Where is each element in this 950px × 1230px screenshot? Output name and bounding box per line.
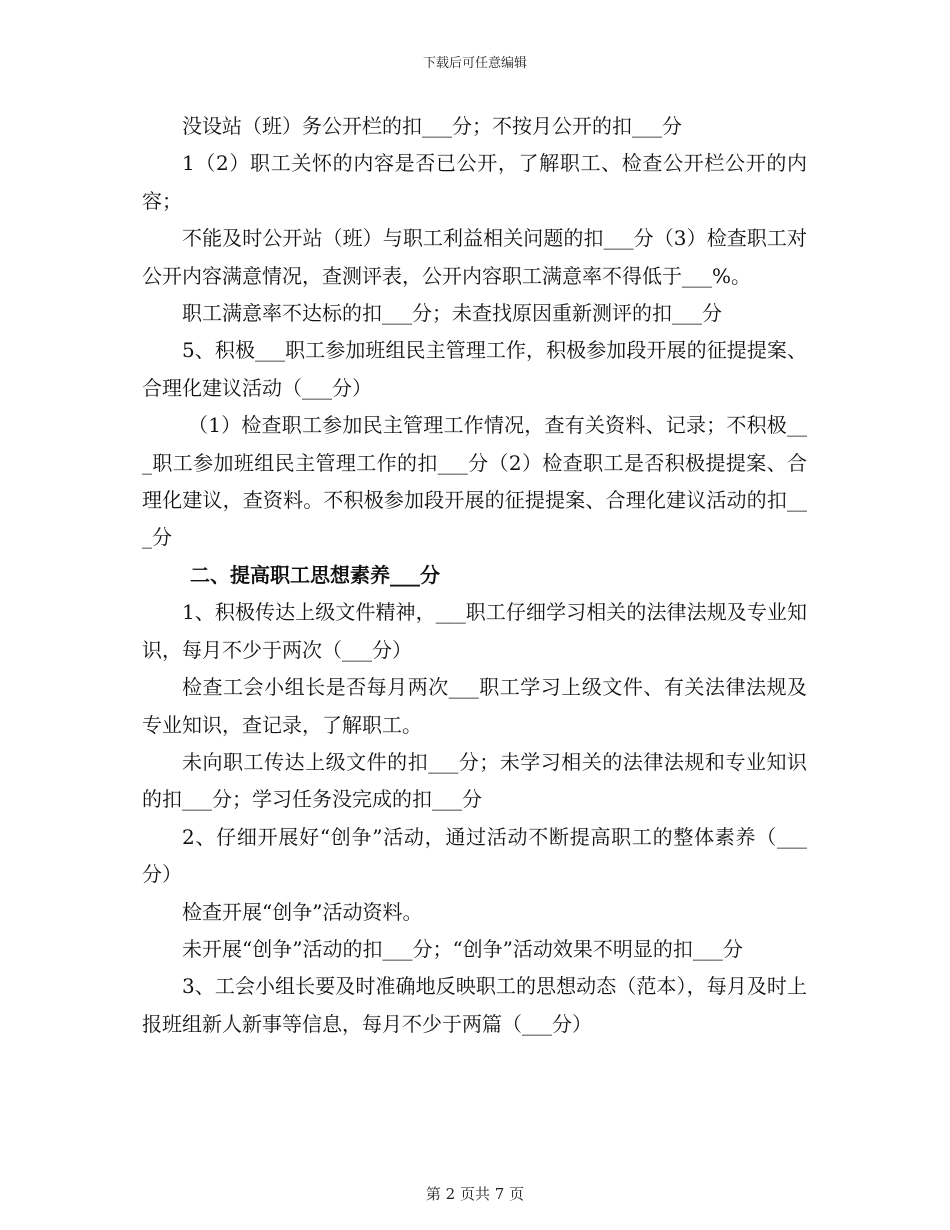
section-heading: 二、提高职工思想素养___分 <box>190 562 440 587</box>
paragraph: 5、积极___职工参加班组民主管理工作，积极参加段开展的征提提案、合理化建议活动（___分） <box>142 338 807 400</box>
paragraph: 未开展“创争”活动的扣___分；“创争”活动效果不明显的扣___分 <box>182 936 743 961</box>
paragraph: 1、积极传达上级文件精神，___职工仔细学习相关的法律法规及专业知识，每月不少于两次（___分） <box>142 600 807 662</box>
paragraph: 未向职工传达上级文件的扣___分；未学习相关的法律法规和专业知识的扣___分；学习任务没完成的扣___分 <box>142 749 807 812</box>
paragraph: 检查工会小组长是否每月两次___职工学习上级文件、有关法律法规及专业知识，查记录，了解职工。 <box>142 675 807 737</box>
paragraph: 1（2）职工关怀的内容是否已公开，了解职工、检查公开栏公开的内容； <box>142 151 807 213</box>
document-body <box>142 108 807 1043</box>
paragraph: （1）检查职工参加民主管理工作情况，查有关资料、记录；不积极___职工参加班组民主管理工作的扣___分（2）检查职工是否积极提提案、合理化建议，查资料。不积极参加段开展的征提提案、合理化建议活动的扣___分 <box>142 413 807 550</box>
paragraph: 检查开展“创争”活动资料。 <box>182 899 423 924</box>
paragraph: 3、工会小组长要及时准确地反映职工的思想动态（范本），每月及时上报班组新人新事等信息，每月不少于两篇（___分） <box>142 974 807 1036</box>
page-footer: 第 2 页共 7 页 <box>425 1185 525 1203</box>
paragraph: 不能及时公开站（班）与职工利益相关问题的扣___分（3）检查职工对公开内容满意情况，查测评表，公开内容职工满意率不得低于___%。 <box>142 226 807 288</box>
paragraph: 2、仔细开展好“创争”活动，通过活动不断提高职工的整体素养（___分） <box>142 824 807 887</box>
page-header: 下载后可任意编辑 <box>422 56 527 71</box>
paragraph: 职工满意率不达标的扣___分；未查找原因重新测评的扣___分 <box>182 301 722 326</box>
paragraph: 没设站（班）务公开栏的扣___分；不按月公开的扣___分 <box>182 114 682 138</box>
